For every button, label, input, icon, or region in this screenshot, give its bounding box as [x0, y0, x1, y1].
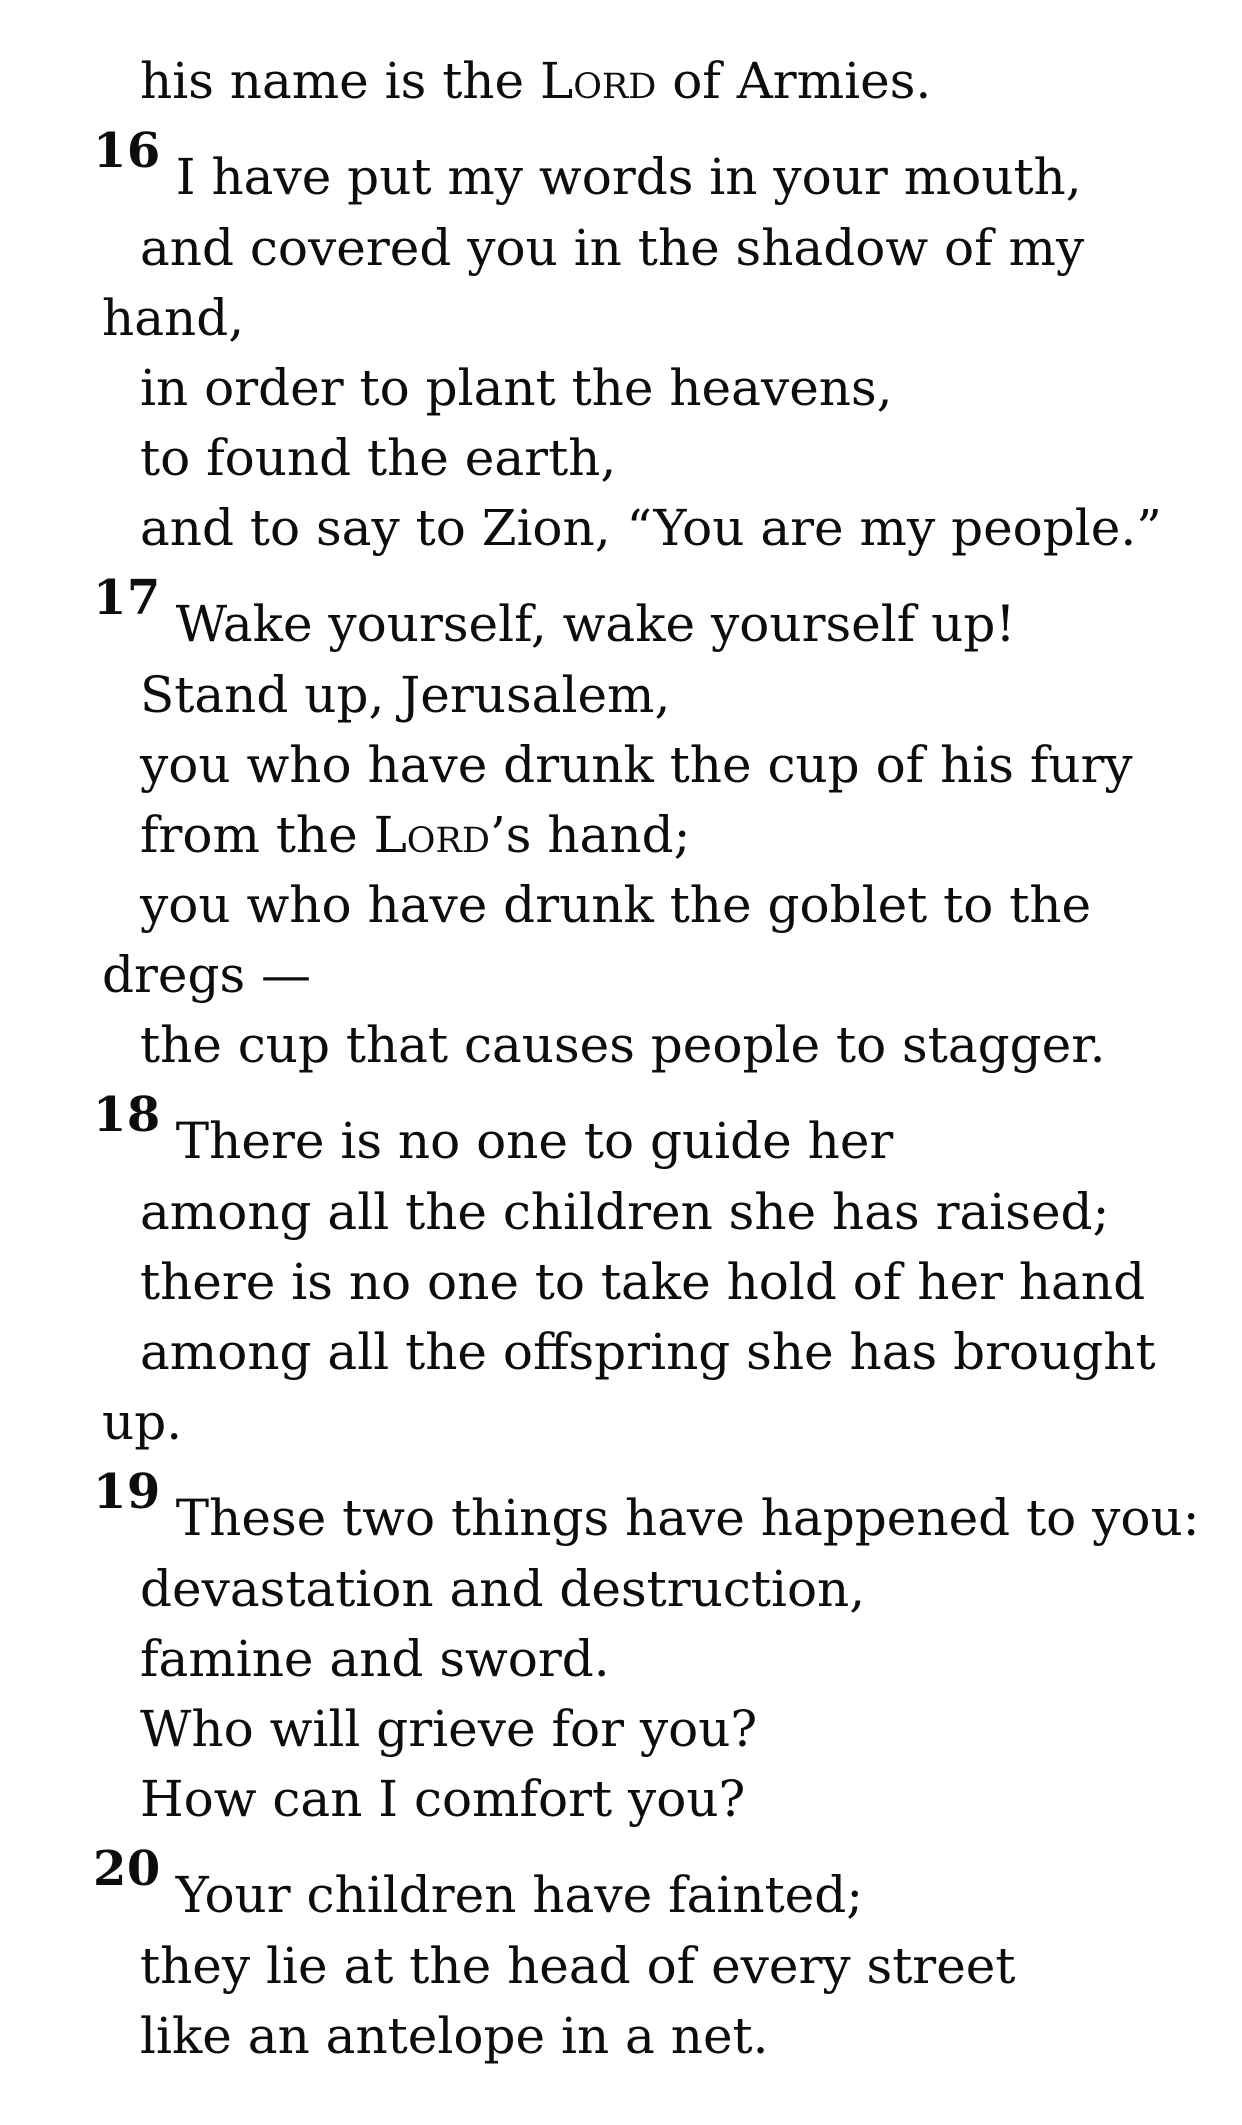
poetry-line — [140, 46, 1242, 116]
lord-small-caps: Lord — [539, 52, 657, 110]
line-text: his name is the — [140, 52, 540, 110]
poetry-line — [140, 660, 1242, 730]
line-text: Your children have fainted; — [175, 1866, 864, 1924]
lord-small-caps: Lord — [373, 806, 490, 864]
poetry-line — [140, 423, 1242, 493]
line-text: ’s hand; — [489, 806, 691, 864]
verse-line-18 — [93, 1087, 1242, 1177]
poetry-line — [140, 730, 1242, 800]
verse-number: 17 — [93, 570, 161, 626]
line-text: among all the offspring she has brought — [140, 1323, 1156, 1381]
line-text: like an antelope in a net. — [140, 2007, 769, 2065]
line-text: of Armies. — [656, 52, 932, 110]
line-text: there is no one to take hold of her hand — [140, 1253, 1146, 1311]
line-text: and covered you in the shadow of my — [140, 219, 1085, 277]
poetry-line — [140, 353, 1242, 423]
verse-line-19 — [93, 1464, 1242, 1554]
line-text: Wake yourself, wake yourself up! — [175, 595, 1016, 653]
verse-number: 18 — [93, 1087, 161, 1143]
line-text: they lie at the head of every street — [140, 1937, 1016, 1995]
line-text: Who will grieve for you? — [140, 1700, 758, 1758]
line-text: There is no one to guide her — [175, 1112, 894, 1170]
poetry-line — [140, 1317, 1242, 1387]
poetry-line — [140, 1554, 1242, 1624]
poetry-line-wrap — [102, 940, 1242, 1010]
line-text: How can I comfort you? — [140, 1770, 746, 1828]
verse-line-17 — [93, 570, 1242, 660]
poetry-line — [140, 1764, 1242, 1834]
poetry-line-wrap — [102, 1387, 1242, 1457]
line-text: These two things have happened to you: — [175, 1489, 1200, 1547]
line-text: to found the earth, — [140, 429, 617, 487]
poetry-line — [140, 1177, 1242, 1247]
verse-line-20 — [93, 1841, 1242, 1931]
poetry-line — [140, 870, 1242, 940]
line-text: up. — [102, 1393, 183, 1451]
line-text: hand, — [102, 289, 245, 347]
verse-number: 20 — [93, 1841, 161, 1897]
poetry-line — [140, 800, 1242, 870]
verse-number: 19 — [93, 1464, 161, 1520]
line-text: among all the children she has raised; — [140, 1183, 1110, 1241]
line-text: dregs — — [102, 946, 312, 1004]
line-text: famine and sword. — [140, 1630, 610, 1688]
verse-line-16 — [93, 123, 1242, 213]
poetry-line-wrap — [102, 283, 1242, 353]
line-text: Stand up, Jerusalem, — [140, 666, 671, 724]
poetry-line — [140, 1010, 1242, 1080]
line-text: and to say to Zion, “You are my people.” — [140, 499, 1162, 557]
line-text: in order to plant the heavens, — [140, 359, 893, 417]
poetry-line — [140, 2001, 1242, 2071]
poetry-line — [140, 1624, 1242, 1694]
poetry-line — [140, 1694, 1242, 1764]
poetry-line — [140, 213, 1242, 283]
line-text: devastation and destruction, — [140, 1560, 866, 1618]
line-text: I have put my words in your mouth, — [175, 148, 1082, 206]
poetry-line — [140, 1931, 1242, 2001]
poetry-line — [140, 493, 1242, 563]
verse-number: 16 — [93, 123, 161, 179]
line-text: you who have drunk the goblet to the — [140, 876, 1092, 934]
line-text: the cup that causes people to stagger. — [140, 1016, 1106, 1074]
poetry-line — [140, 1247, 1242, 1317]
line-text: from the — [140, 806, 374, 864]
line-text: you who have drunk the cup of his fury — [140, 736, 1133, 794]
